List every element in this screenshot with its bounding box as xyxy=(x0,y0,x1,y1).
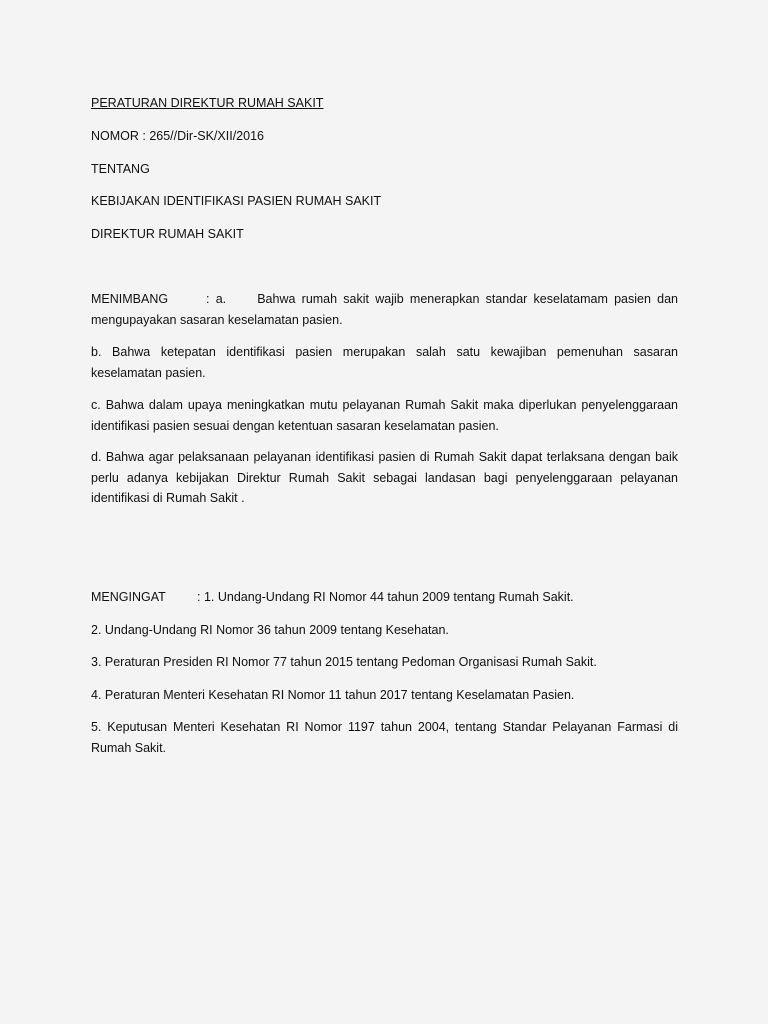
document-subject: KEBIJAKAN IDENTIFIKASI PASIEN RUMAH SAKIT xyxy=(91,194,382,208)
mengingat-item-4: 4. Peraturan Menteri Kesehatan RI Nomor 11 tahun 2017 tentang Keselamatan Pasien. xyxy=(91,688,575,702)
menimbang-item-a xyxy=(91,289,678,330)
menimbang-item-a-text: Bahwa rumah sakit wajib menerapkan standar keselatamam pasien dan mengupayakan sasaran keselamatan pasien. xyxy=(91,292,679,327)
menimbang-label: MENIMBANG xyxy=(91,292,169,306)
mengingat-label: MENGINGAT xyxy=(91,590,166,604)
tentang-label: TENTANG xyxy=(91,162,150,176)
document-number: NOMOR : 265//Dir-SK/XII/2016 xyxy=(91,129,264,143)
mengingat-item-2: 2. Undang-Undang RI Nomor 36 tahun 2009 tentang Kesehatan. xyxy=(91,623,449,637)
mengingat-item-1 xyxy=(91,587,678,608)
menimbang-item-c: c. Bahwa dalam upaya meningkatkan mutu pelayanan Rumah Sakit maka diperlukan penyelenggaraan identifikasi pasien sesuai dengan ketentuan sasaran keselamatan pasien. xyxy=(91,398,678,433)
menimbang-item-a-prefix: : a. xyxy=(206,292,227,306)
mengingat-item-3: 3. Peraturan Presiden RI Nomor 77 tahun 2015 tentang Pedoman Organisasi Rumah Sakit. xyxy=(91,655,597,669)
mengingat-item-1-prefix: : 1. xyxy=(197,590,215,604)
menimbang-item-b: b. Bahwa ketepatan identifikasi pasien merupakan salah satu kewajiban pemenuhan sasaran keselamatan pasien. xyxy=(91,345,678,380)
issuer-title: DIREKTUR RUMAH SAKIT xyxy=(91,227,244,241)
mengingat-item-1-text: Undang-Undang RI Nomor 44 tahun 2009 tentang Rumah Sakit. xyxy=(217,590,574,604)
mengingat-item-5: 5. Keputusan Menteri Kesehatan RI Nomor 1197 tahun 2004, tentang Standar Pelayanan Farmasi di Rumah Sakit. xyxy=(91,720,678,755)
menimbang-item-d: d. Bahwa agar pelaksanaan pelayanan identifikasi pasien di Rumah Sakit dapat terlaksana dengan baik perlu adanya kebijakan Direktur Rumah Sakit sebagai landasan bagi penyelenggaraan pelayanan identifikasi di Rumah Sakit . xyxy=(91,450,678,505)
document-title: PERATURAN DIREKTUR RUMAH SAKIT xyxy=(91,96,324,110)
